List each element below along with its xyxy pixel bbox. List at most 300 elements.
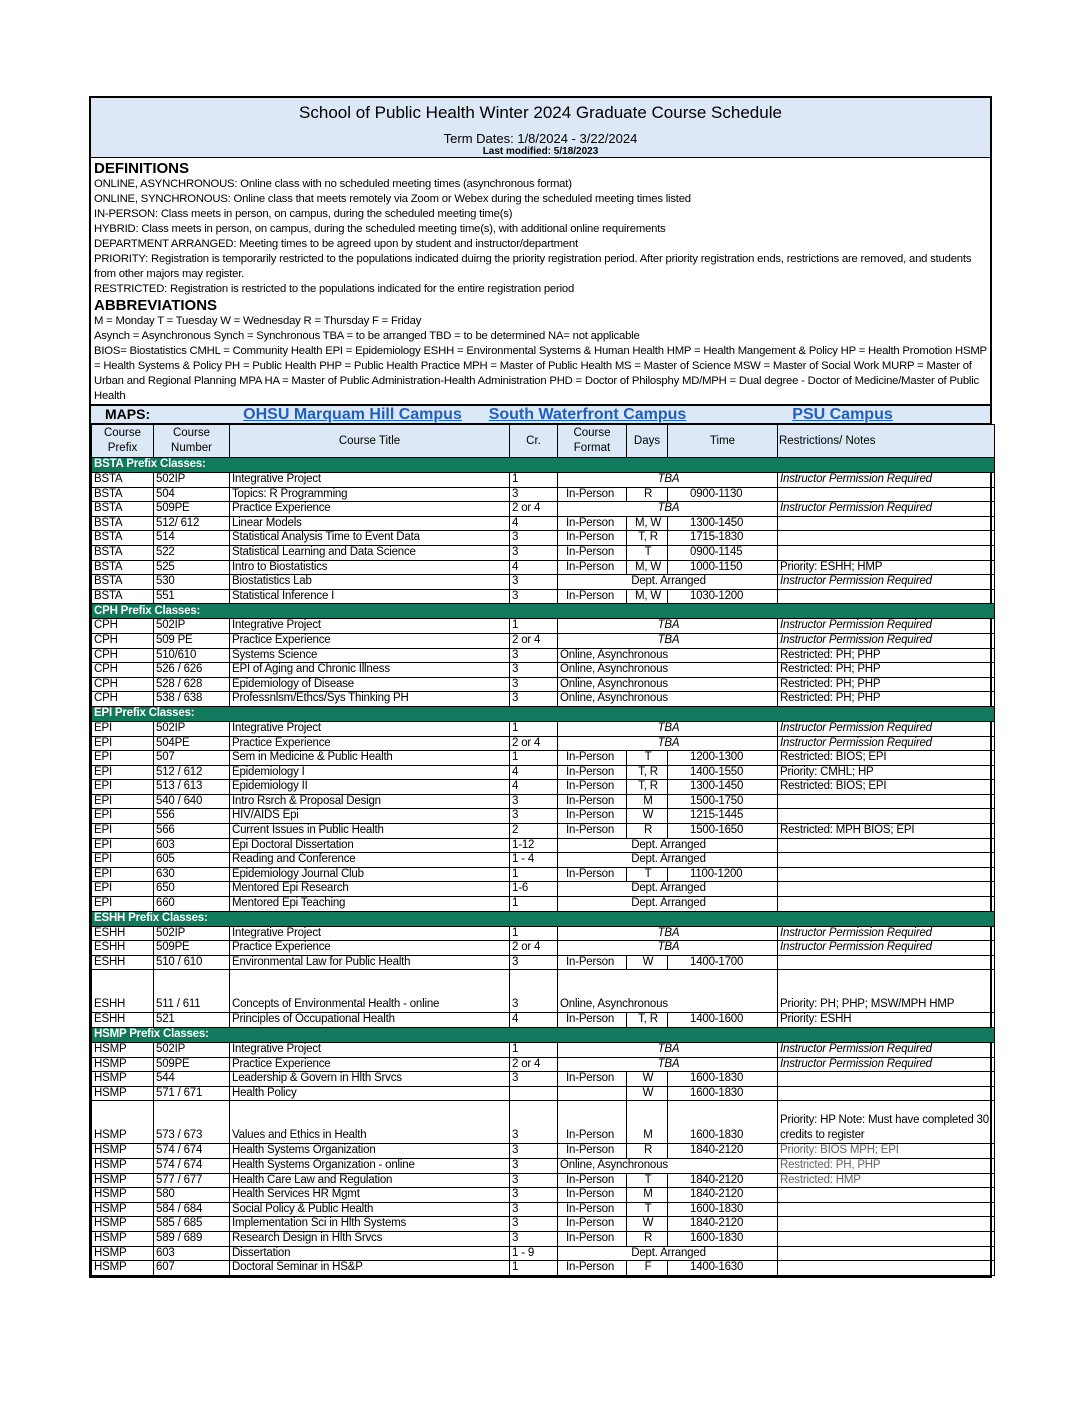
number-cell: 507: [154, 751, 230, 766]
number-cell: 551: [154, 589, 230, 604]
notes-cell: Restricted: BIOS; EPI: [778, 751, 995, 766]
credits-cell: 3: [510, 1188, 558, 1203]
format-cell: Online, Asynchronous: [558, 663, 778, 678]
col-days: Days: [627, 425, 668, 458]
table-row: [92, 765, 995, 780]
title-cell: Statistical Inference I: [230, 589, 510, 604]
definition-item: IN-PERSON: Class meets in person, on campus, during the scheduled meeting time(s): [94, 208, 513, 220]
course-table: [91, 424, 995, 1276]
title-cell: EPI of Aging and Chronic Illness: [230, 663, 510, 678]
title-cell: Mentored Epi Research: [230, 882, 510, 897]
number-cell: 525: [154, 560, 230, 575]
number-cell: 538 / 638: [154, 692, 230, 707]
credits-cell: 3: [510, 677, 558, 692]
title-cell: Reading and Conference: [230, 853, 510, 868]
credits-cell: 3: [510, 1101, 558, 1144]
prefix-cell: BSTA: [92, 516, 154, 531]
notes-cell: [778, 1261, 995, 1276]
table-row: [92, 736, 995, 751]
notes-cell: Instructor Permission Required: [778, 575, 995, 590]
credits-cell: 4: [510, 1013, 558, 1028]
prefix-cell: ESHH: [92, 955, 154, 970]
days-cell: W: [627, 1217, 668, 1232]
title-cell: Epidemiology of Disease: [230, 677, 510, 692]
format-cell: In-Person: [558, 1261, 627, 1276]
notes-cell: Instructor Permission Required: [778, 1057, 995, 1072]
number-cell: 514: [154, 531, 230, 546]
notes-cell: Instructor Permission Required: [778, 721, 995, 736]
prefix-cell: EPI: [92, 780, 154, 795]
table-row: [92, 1261, 995, 1276]
prefix-cell: EPI: [92, 794, 154, 809]
number-cell: 566: [154, 824, 230, 839]
notes-cell: [778, 1202, 995, 1217]
table-row: [92, 1086, 995, 1101]
credits-cell: 1: [510, 926, 558, 941]
notes-cell: Restricted: PH; PHP: [778, 663, 995, 678]
table-row: [92, 1013, 995, 1028]
notes-cell: Priority: HP Note: Must have completed 30 credits to register: [778, 1101, 995, 1144]
number-cell: 504PE: [154, 736, 230, 751]
time-cell: TBA: [558, 1057, 778, 1072]
time-cell: 1500-1750: [668, 794, 778, 809]
prefix-cell: EPI: [92, 751, 154, 766]
title-cell: HIV/AIDS Epi: [230, 809, 510, 824]
abbreviation-item: M = Monday T = Tuesday W = Wednesday R = Thursday F = Friday: [94, 315, 422, 327]
credits-cell: 3: [510, 1158, 558, 1173]
credits-cell: 1: [510, 1261, 558, 1276]
format-cell: In-Person: [558, 765, 627, 780]
time-cell: 1400-1550: [668, 765, 778, 780]
days-cell: R: [627, 824, 668, 839]
time-cell: TBA: [558, 736, 778, 751]
title-cell: Doctoral Seminar in HS&P: [230, 1261, 510, 1276]
notes-cell: [778, 809, 995, 824]
table-row: [92, 897, 995, 912]
time-cell: 1030-1200: [668, 589, 778, 604]
prefix-cell: HSMP: [92, 1188, 154, 1203]
format-cell: In-Person: [558, 1202, 627, 1217]
credits-cell: 2 or 4: [510, 736, 558, 751]
table-row: [92, 516, 995, 531]
prefix-cell: EPI: [92, 736, 154, 751]
col-notes: Restrictions/ Notes: [778, 425, 995, 458]
table-row: [92, 1188, 995, 1203]
table-row: [92, 648, 995, 663]
table-row: [92, 824, 995, 839]
time-cell: 1600-1830: [668, 1101, 778, 1144]
title-cell: Social Policy & Public Health: [230, 1202, 510, 1217]
number-cell: 502IP: [154, 619, 230, 634]
credits-cell: 3: [510, 545, 558, 560]
notes-cell: [778, 794, 995, 809]
format-cell: Online, Asynchronous: [558, 1158, 778, 1173]
notes-cell: [778, 589, 995, 604]
time-cell: TBA: [558, 502, 778, 517]
definition-item: PRIORITY: Registration is temporarily restricted to the populations indicated duirng the priority registration period. After priority registration ends, restrictions are removed, and students from other majors may register.: [94, 253, 972, 280]
time-cell: TBA: [558, 721, 778, 736]
title-cell: Integrative Project: [230, 721, 510, 736]
number-cell: 509PE: [154, 941, 230, 956]
definitions-heading: DEFINITIONS: [94, 160, 190, 177]
credits-cell: 1: [510, 473, 558, 488]
number-cell: 526 / 626: [154, 663, 230, 678]
credits-cell: 1-6: [510, 882, 558, 897]
prefix-cell: EPI: [92, 824, 154, 839]
time-cell: Dept. Arranged: [558, 1246, 778, 1261]
title-cell: Epidemiology Journal Club: [230, 867, 510, 882]
title-cell: Research Design in Hlth Srvcs: [230, 1231, 510, 1246]
definition-item: ONLINE, ASYNCHRONOUS: Online class with no scheduled meeting times (asynchronous format): [94, 178, 572, 190]
format-cell: In-Person: [558, 1188, 627, 1203]
notes-cell: Restricted: HMP: [778, 1173, 995, 1188]
credits-cell: 1: [510, 751, 558, 766]
time-cell: TBA: [558, 926, 778, 941]
prefix-cell: HSMP: [92, 1057, 154, 1072]
section-label: ESHH Prefix Classes:: [92, 911, 995, 926]
prefix-cell: BSTA: [92, 545, 154, 560]
page-title: School of Public Health Winter 2024 Graduate Course Schedule: [299, 103, 782, 122]
credits-cell: 3: [510, 1202, 558, 1217]
number-cell: 502IP: [154, 1043, 230, 1058]
table-row: [92, 809, 995, 824]
prefix-cell: HSMP: [92, 1043, 154, 1058]
format-cell: In-Person: [558, 560, 627, 575]
definitions-block: [91, 158, 990, 404]
table-row: [92, 473, 995, 488]
notes-cell: [778, 897, 995, 912]
format-cell: In-Person: [558, 824, 627, 839]
col-title: Course Title: [230, 425, 510, 458]
days-cell: R: [627, 487, 668, 502]
days-cell: T: [627, 545, 668, 560]
table-row: [92, 867, 995, 882]
notes-cell: [778, 1072, 995, 1087]
format-cell: In-Person: [558, 531, 627, 546]
title-cell: Principles of Occupational Health: [230, 1013, 510, 1028]
col-format: Course Format: [558, 425, 627, 458]
days-cell: M: [627, 794, 668, 809]
last-modified: Last modified: 5/18/2023: [482, 146, 599, 157]
credits-cell: 3: [510, 970, 558, 1013]
credits-cell: 3: [510, 487, 558, 502]
format-cell: In-Person: [558, 794, 627, 809]
title-cell: Intro to Biostatistics: [230, 560, 510, 575]
title-cell: Health Services HR Mgmt: [230, 1188, 510, 1203]
prefix-cell: EPI: [92, 721, 154, 736]
number-cell: 509 PE: [154, 633, 230, 648]
section-header-row: [92, 911, 995, 926]
time-cell: Dept. Arranged: [558, 897, 778, 912]
format-cell: In-Person: [558, 780, 627, 795]
title-cell: Practice Experience: [230, 941, 510, 956]
format-cell: Online, Asynchronous: [558, 970, 778, 1013]
number-cell: 513 / 613: [154, 780, 230, 795]
number-cell: 502IP: [154, 721, 230, 736]
title-cell: Practice Experience: [230, 502, 510, 517]
section-label: HSMP Prefix Classes:: [92, 1028, 995, 1043]
days-cell: T, R: [627, 765, 668, 780]
table-row: [92, 487, 995, 502]
days-cell: M, W: [627, 560, 668, 575]
title-cell: Integrative Project: [230, 619, 510, 634]
days-cell: R: [627, 1144, 668, 1159]
prefix-cell: EPI: [92, 765, 154, 780]
notes-cell: Restricted: PH; PHP: [778, 677, 995, 692]
title-cell: Health Systems Organization - online: [230, 1158, 510, 1173]
table-row: [92, 619, 995, 634]
notes-cell: Instructor Permission Required: [778, 619, 995, 634]
prefix-cell: HSMP: [92, 1101, 154, 1144]
credits-cell: 4: [510, 780, 558, 795]
credits-cell: 1-12: [510, 838, 558, 853]
abbreviations-heading: ABBREVIATIONS: [94, 297, 218, 314]
time-cell: TBA: [558, 633, 778, 648]
prefix-cell: EPI: [92, 897, 154, 912]
number-cell: 511 / 611: [154, 970, 230, 1013]
credits-cell: 2 or 4: [510, 502, 558, 517]
credits-cell: 4: [510, 560, 558, 575]
number-cell: 510 / 610: [154, 955, 230, 970]
notes-cell: [778, 545, 995, 560]
abbreviation-item: Asynch = Asynchronous Synch = Synchronous TBA = to be arranged TBD = to be determined NA= not applicable: [94, 330, 640, 342]
table-row: [92, 1043, 995, 1058]
time-cell: TBA: [558, 619, 778, 634]
title-cell: Linear Models: [230, 516, 510, 531]
section-header-row: [92, 1028, 995, 1043]
table-row: [92, 1144, 995, 1159]
prefix-cell: BSTA: [92, 531, 154, 546]
credits-cell: 4: [510, 765, 558, 780]
notes-cell: [778, 853, 995, 868]
table-row: [92, 1101, 995, 1144]
title-cell: Health Care Law and Regulation: [230, 1173, 510, 1188]
prefix-cell: ESHH: [92, 926, 154, 941]
prefix-cell: EPI: [92, 838, 154, 853]
map-link-psu[interactable]: PSU Campus: [792, 406, 893, 423]
format-cell: Online, Asynchronous: [558, 677, 778, 692]
days-cell: W: [627, 1086, 668, 1101]
credits-cell: 3: [510, 663, 558, 678]
credits-cell: 3: [510, 648, 558, 663]
title-cell: Integrative Project: [230, 1043, 510, 1058]
days-cell: T: [627, 751, 668, 766]
title-cell: Epi Doctoral Dissertation: [230, 838, 510, 853]
number-cell: 502IP: [154, 473, 230, 488]
prefix-cell: HSMP: [92, 1217, 154, 1232]
format-cell: Online, Asynchronous: [558, 648, 778, 663]
time-cell: TBA: [558, 1043, 778, 1058]
credits-cell: 3: [510, 1231, 558, 1246]
credits-cell: 2: [510, 824, 558, 839]
format-cell: [558, 1086, 627, 1101]
credits-cell: 4: [510, 516, 558, 531]
days-cell: T, R: [627, 1013, 668, 1028]
section-header-row: [92, 604, 995, 619]
days-cell: F: [627, 1261, 668, 1276]
prefix-cell: HSMP: [92, 1231, 154, 1246]
table-row: [92, 589, 995, 604]
title-cell: Practice Experience: [230, 1057, 510, 1072]
table-row: [92, 721, 995, 736]
time-cell: Dept. Arranged: [558, 882, 778, 897]
prefix-cell: CPH: [92, 619, 154, 634]
time-cell: 1400-1630: [668, 1261, 778, 1276]
number-cell: 573 / 673: [154, 1101, 230, 1144]
time-cell: 1600-1830: [668, 1202, 778, 1217]
table-row: [92, 663, 995, 678]
map-link-marquam-hill[interactable]: OHSU Marquam Hill Campus: [243, 406, 462, 423]
format-cell: In-Person: [558, 1072, 627, 1087]
title-cell: Integrative Project: [230, 473, 510, 488]
table-row: [92, 633, 995, 648]
notes-cell: [778, 867, 995, 882]
table-row: [92, 1173, 995, 1188]
col-time: Time: [668, 425, 778, 458]
col-number: Course Number: [154, 425, 230, 458]
definition-item: RESTRICTED: Registration is restricted to the populations indicated for the entire registration period: [94, 283, 575, 295]
map-link-south-waterfront[interactable]: South Waterfront Campus: [488, 406, 687, 423]
notes-cell: Restricted: PH, PHP: [778, 1158, 995, 1173]
number-cell: 510/610: [154, 648, 230, 663]
notes-cell: Instructor Permission Required: [778, 473, 995, 488]
credits-cell: 3: [510, 1072, 558, 1087]
notes-cell: [778, 882, 995, 897]
time-cell: Dept. Arranged: [558, 575, 778, 590]
time-cell: 1715-1830: [668, 531, 778, 546]
title-cell: Practice Experience: [230, 633, 510, 648]
schedule-sheet: [89, 96, 992, 1278]
credits-cell: 1 - 4: [510, 853, 558, 868]
notes-cell: Instructor Permission Required: [778, 926, 995, 941]
time-cell: 1215-1445: [668, 809, 778, 824]
section-label: EPI Prefix Classes:: [92, 706, 995, 721]
col-prefix: Course Prefix: [92, 425, 154, 458]
days-cell: W: [627, 955, 668, 970]
days-cell: R: [627, 1231, 668, 1246]
table-row: [92, 1231, 995, 1246]
prefix-cell: BSTA: [92, 560, 154, 575]
notes-cell: Priority: CMHL; HP: [778, 765, 995, 780]
notes-cell: [778, 1217, 995, 1232]
time-cell: 1200-1300: [668, 751, 778, 766]
days-cell: T, R: [627, 780, 668, 795]
table-row: [92, 926, 995, 941]
table-row: [92, 794, 995, 809]
credits-cell: 3: [510, 1173, 558, 1188]
time-cell: 1840-2120: [668, 1188, 778, 1203]
course-rows: [92, 458, 995, 1276]
time-cell: 1300-1450: [668, 780, 778, 795]
credits-cell: 1: [510, 867, 558, 882]
number-cell: 530: [154, 575, 230, 590]
number-cell: 509PE: [154, 1057, 230, 1072]
credits-cell: 3: [510, 809, 558, 824]
format-cell: In-Person: [558, 589, 627, 604]
format-cell: In-Person: [558, 1173, 627, 1188]
notes-cell: Priority: ESHH; HMP: [778, 560, 995, 575]
table-row: [92, 1158, 995, 1173]
table-row: [92, 1246, 995, 1261]
credits-cell: 3: [510, 692, 558, 707]
number-cell: 630: [154, 867, 230, 882]
notes-cell: Instructor Permission Required: [778, 633, 995, 648]
table-row: [92, 838, 995, 853]
title-cell: Implementation Sci in Hlth Systems: [230, 1217, 510, 1232]
number-cell: 512 / 612: [154, 765, 230, 780]
notes-cell: Restricted: PH; PHP: [778, 648, 995, 663]
days-cell: M, W: [627, 589, 668, 604]
format-cell: In-Person: [558, 867, 627, 882]
credits-cell: 2 or 4: [510, 941, 558, 956]
maps-label: MAPS:: [105, 406, 151, 422]
prefix-cell: ESHH: [92, 970, 154, 1013]
prefix-cell: HSMP: [92, 1202, 154, 1217]
notes-cell: Instructor Permission Required: [778, 1043, 995, 1058]
table-row: [92, 853, 995, 868]
number-cell: 522: [154, 545, 230, 560]
number-cell: 580: [154, 1188, 230, 1203]
table-row: [92, 882, 995, 897]
time-cell: 1300-1450: [668, 516, 778, 531]
format-cell: In-Person: [558, 1144, 627, 1159]
days-cell: W: [627, 1072, 668, 1087]
prefix-cell: CPH: [92, 663, 154, 678]
title-cell: Statistical Learning and Data Science: [230, 545, 510, 560]
header: [91, 98, 990, 158]
format-cell: In-Person: [558, 487, 627, 502]
title-cell: Values and Ethics in Health: [230, 1101, 510, 1144]
section-label: BSTA Prefix Classes:: [92, 458, 995, 473]
section-header-row: [92, 706, 995, 721]
prefix-cell: HSMP: [92, 1086, 154, 1101]
prefix-cell: CPH: [92, 677, 154, 692]
definition-item: HYBRID: Class meets in person, on campus, during the scheduled meeting time(s), with additional online requirements: [94, 223, 666, 235]
prefix-cell: EPI: [92, 809, 154, 824]
table-row: [92, 1072, 995, 1087]
credits-cell: 3: [510, 955, 558, 970]
title-cell: Health Policy: [230, 1086, 510, 1101]
credits-cell: 2 or 4: [510, 633, 558, 648]
credits-cell: 1: [510, 619, 558, 634]
credits-cell: 3: [510, 794, 558, 809]
title-cell: Intro Rsrch & Proposal Design: [230, 794, 510, 809]
notes-cell: Priority: ESHH: [778, 1013, 995, 1028]
number-cell: 589 / 689: [154, 1231, 230, 1246]
number-cell: 584 / 684: [154, 1202, 230, 1217]
number-cell: 512/ 612: [154, 516, 230, 531]
time-cell: Dept. Arranged: [558, 853, 778, 868]
table-row: [92, 692, 995, 707]
number-cell: 502IP: [154, 926, 230, 941]
format-cell: In-Person: [558, 1101, 627, 1144]
table-row: [92, 545, 995, 560]
credits-cell: 3: [510, 1217, 558, 1232]
title-cell: Concepts of Environmental Health - online: [230, 970, 510, 1013]
table-row: [92, 575, 995, 590]
number-cell: 544: [154, 1072, 230, 1087]
title-cell: Professnlsm/Ethcs/Sys Thinking PH: [230, 692, 510, 707]
notes-cell: [778, 838, 995, 853]
days-cell: T: [627, 1173, 668, 1188]
notes-cell: Priority: PH; PHP; MSW/MPH HMP: [778, 970, 995, 1013]
prefix-cell: HSMP: [92, 1144, 154, 1159]
number-cell: 603: [154, 838, 230, 853]
definitions-list: [94, 177, 988, 297]
time-cell: 1600-1830: [668, 1231, 778, 1246]
prefix-cell: HSMP: [92, 1261, 154, 1276]
time-cell: 1500-1650: [668, 824, 778, 839]
